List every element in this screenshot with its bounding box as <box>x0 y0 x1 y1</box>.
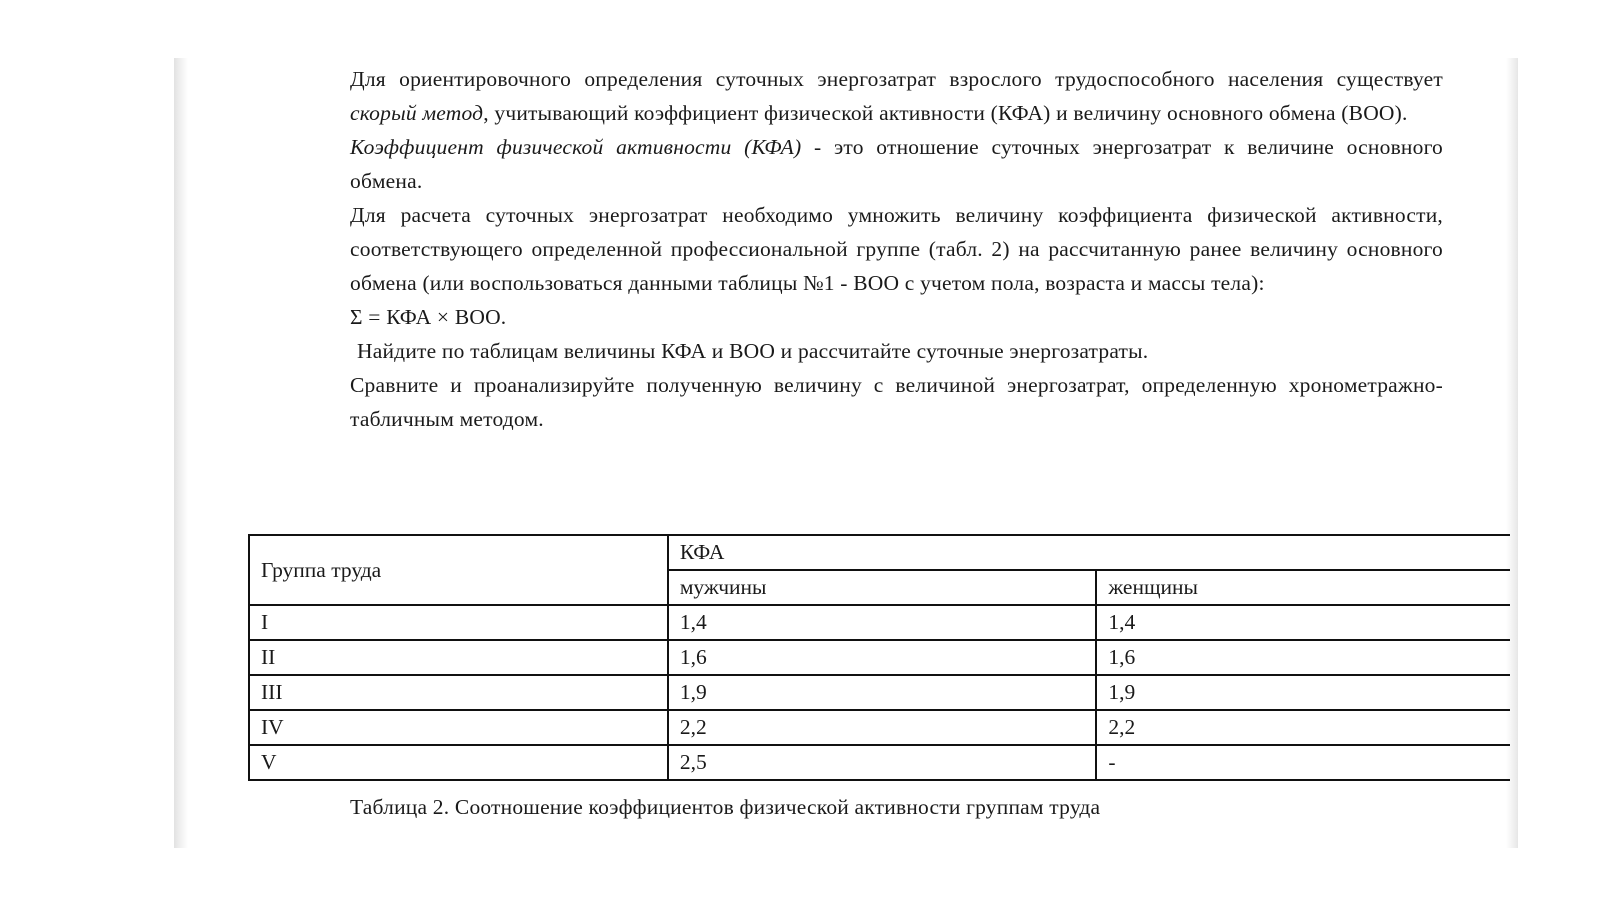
paragraph-quick-method <box>350 62 1443 130</box>
paragraph-compare: Сравните и проанализируйте полученную величину с величиной энергозатрат, определенную хронометражно-табличным методом. <box>350 373 1443 431</box>
header-group-of-labor: Группа труда <box>249 535 668 605</box>
table-row <box>249 640 1510 675</box>
table-row <box>249 675 1510 710</box>
cell-women: - <box>1096 745 1510 780</box>
header-men: мужчины <box>668 570 1097 605</box>
cell-men: 2,5 <box>668 745 1097 780</box>
table-row <box>249 710 1510 745</box>
cell-women: 1,9 <box>1096 675 1510 710</box>
paragraph-text: - это отношение суточных энергозатрат к величине основного обмена. <box>350 135 1444 193</box>
paragraph-text: , учитывающий коэффициент физической активности (КФА) и величину основного обмена (ВОО). <box>483 101 1408 125</box>
table-row <box>249 745 1510 780</box>
document-body <box>350 62 1443 436</box>
formula: Σ = КФА × ВОО. <box>350 305 507 329</box>
cell-group: III <box>249 675 668 710</box>
cell-men: 1,6 <box>668 640 1097 675</box>
italic-term: скорый метод <box>350 101 484 125</box>
paragraph-text: Для ориентировочного определения суточных энергозатрат взрослого трудоспособного населения существует <box>350 67 1443 91</box>
cell-men: 2,2 <box>668 710 1097 745</box>
header-kfa: КФА <box>668 535 1510 570</box>
cell-men: 1,4 <box>668 605 1097 640</box>
cell-women: 2,2 <box>1096 710 1510 745</box>
table-row <box>249 605 1510 640</box>
page-shadow-left <box>174 58 188 848</box>
italic-term: Коэффициент физической активности (КФА) <box>350 135 802 159</box>
cell-women: 1,4 <box>1096 605 1510 640</box>
paragraph-kfa-definition <box>350 130 1443 198</box>
header-women: женщины <box>1096 570 1510 605</box>
cell-group: I <box>249 605 668 640</box>
kfa-table <box>248 534 1510 781</box>
table-caption: Таблица 2. Соотношение коэффициентов физической активности группам труда <box>350 795 1101 819</box>
paragraph-task: Найдите по таблицам величины КФА и ВОО и рассчитайте суточные энергозатраты. <box>357 339 1149 363</box>
cell-group: V <box>249 745 668 780</box>
cell-women: 1,6 <box>1096 640 1510 675</box>
paragraph-calculation: Для расчета суточных энергозатрат необходимо умножить величину коэффициента физической активности, соответствующего определенной профессиональной группе (табл. 2) на рассчитанную ранее величину основного обмена (или воспользоваться данными таблицы №1 - ВОО с учетом пола, возраста и массы тела): <box>350 203 1443 295</box>
cell-group: II <box>249 640 668 675</box>
cell-group: IV <box>249 710 668 745</box>
table-header-row <box>249 535 1510 570</box>
cell-men: 1,9 <box>668 675 1097 710</box>
